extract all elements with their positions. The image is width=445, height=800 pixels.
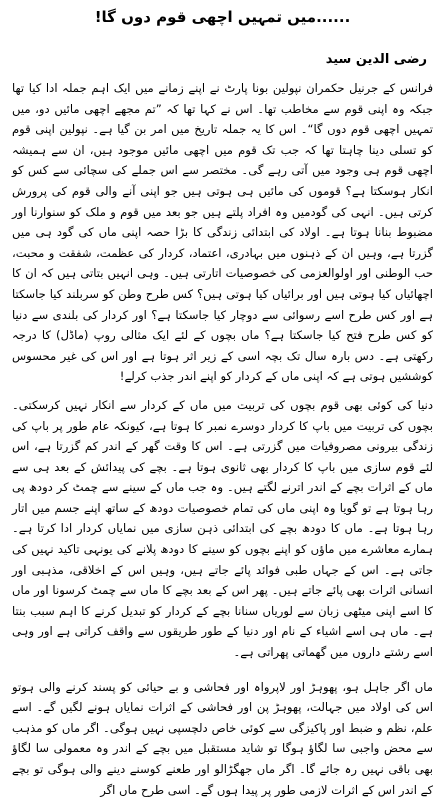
- article-author: رضی الدین سید: [325, 52, 427, 67]
- article-paragraph-3: ماں اگر جاہل ہو، پھوہڑ اور لاپرواہ اور فحاشی و بے حیائی کو پسند کرنے والی ہوتو اس کی اولاد میں جہالت، پھوہڑ پن اور فحاشی کے اثرات نمایاں ہونے لگیں گے۔ اسے علم، نظم و ضبط اور پاکیزگی سے کوئی خاص دلچسپی نہیں ہوگی۔ اگر ماں کو مذہب سے محض واجبی سا لگاؤ ہوگا تو شاید مستقبل میں بچے کے اندر وہ معمولی سا لگاؤ بھی باقی نہیں رہ جائے گا۔ اگر ماں جھگڑالو اور طعنے کوسنے دینے والی ہوگی تو بچے کے اندر اس کے اثرات لازمی طور پر پیدا ہوں گے۔ اسی طرح ماں اگر: [12, 679, 433, 797]
- article-title: ......میں تمہیں اچھی قوم دوں گا!: [94, 8, 351, 26]
- article-paragraph-1: فرانس کے جرنیل حکمران نپولین بونا پارٹ نے اپنے زمانے میں ایک اہم جملہ ادا کیا تھا جبکہ وہ اپنی قوم سے مخاطب تھا۔ اس نے کہا تھا کہ ”تم مجھے اچھی مائیں دو، میں تمہیں اچھی قوم دوں گا“۔ اس کا یہ جملہ تاریخ میں امر بن گیا ہے۔ نپولین اپنی قوم کو تسلی دینا چاہتا تھا کہ جب تک قوم میں اچھی مائیں موجود ہیں، ان سے ہمیشہ اچھی قوم ہی وجود میں آتی رہے گی۔ مختصر سے اس جملے کی سچائی سے کس کو انکار ہوسکتا ہے؟ قوموں کی مائیں ہی ہوتی ہیں جو اپنی آنے والی قوم کی پرورش کرتی ہیں۔ انہی کی گودمیں وہ افراد پلتے ہیں جو بعد میں قوم و ملک کو سنوارنا اور مضبوط بنانا ہوتا ہے۔ اولاد کی ابتدائی زندگی کا بڑا حصہ اپنی ماں کی گود ہی میں گزرتا ہے، وہیں ان کے ذہنوں میں بہادری، اعتماد، کردار کی عظمت، شفقت و محبت، حب الوطنی اور اولوالعزمی کی خصوصیات اتارتی ہیں۔ وہی انہیں بتاتی ہیں کہ ان کا اچھائیاں کیا ہوتی ہیں اور برائیاں کیا ہوتی ہیں؟ کس طرح وطن کو سربلند کیا جاسکتا ہے اور کس طرح اسے رسوائی سے دوچار کیا جاسکتا ہے؟ اور کردار کی بلندی سے دنیا کو کس طرح فتح کیا جاسکتا ہے؟ ماں بچوں کے لئے ایک مثالی روپ (ماڈل) کا درجہ رکھتی ہے۔ دس بارہ سال تک بچہ اسی کے زیر اثر ہوتا ہے اور اس کی غیر محسوس کوششیں ہوتی ہے کہ اپنی ماں کے کردار کو اپنے اندر جذب کرلے!: [12, 81, 433, 384]
- article-paragraph-2: دنیا کی کوئی بھی قوم بچوں کی تربیت میں ماں کے کردار سے انکار نہیں کرسکتی۔ بچوں کی تربیت میں باپ کا کردار دوسرے نمبر کا ہوتا ہے، کیونکہ عام طور پر باپ کی زندگی بیرونی مصروفیات میں گزرتی ہے۔ اس کا وقت گھر کے اندر کم گزرتا ہے، اس لئے قوم سازی میں باپ کا کردار بھی ثانوی ہوتا ہے۔ بچے کی پیدائش کے بعد ہی سے ماں کے اثرات بچے کے اندر اترنے لگتے ہیں۔ وہ جب ماں کے سینے سے چمٹ کر دودھ پی رہا ہوتا ہے تو گویا وہ اپنی ماں کی تمام خصوصیات دودھ کے ساتھ اپنے جسم میں اتار رہا ہوتا ہے۔ ماں کا دودھ بچے کی ابتدائی ذہن سازی میں نمایاں کردار ادا کرتا ہے۔ ہمارے معاشرے میں ماؤں کو اپنے بچوں کو سینے کا دودھ پلانے کی یونہی تاکید نہیں کی جاتی ہے۔ اس کے جہاں طبی فوائد پائے جاتے ہیں، وہیں اس کے اخلاقی، مذہبی اور انسانی اثرات بھی پائے جاتے ہیں۔ پھر اس کے بعد بچے کا ماں سے چمٹ کرسونا اور ماں کا اسے اپنی میٹھی زبان سے لوریاں سنانا بچے کے کردار کو تبدیل کرنے کا اہم سبب بنتا ہے۔ ماں ہی اسے اشیاء کے نام اور دنیا کے طور طریقوں سے واقف کراتی ہے اور وہی اسے رشتے داروں میں گھماتی پھراتی ہے۔: [12, 397, 433, 660]
